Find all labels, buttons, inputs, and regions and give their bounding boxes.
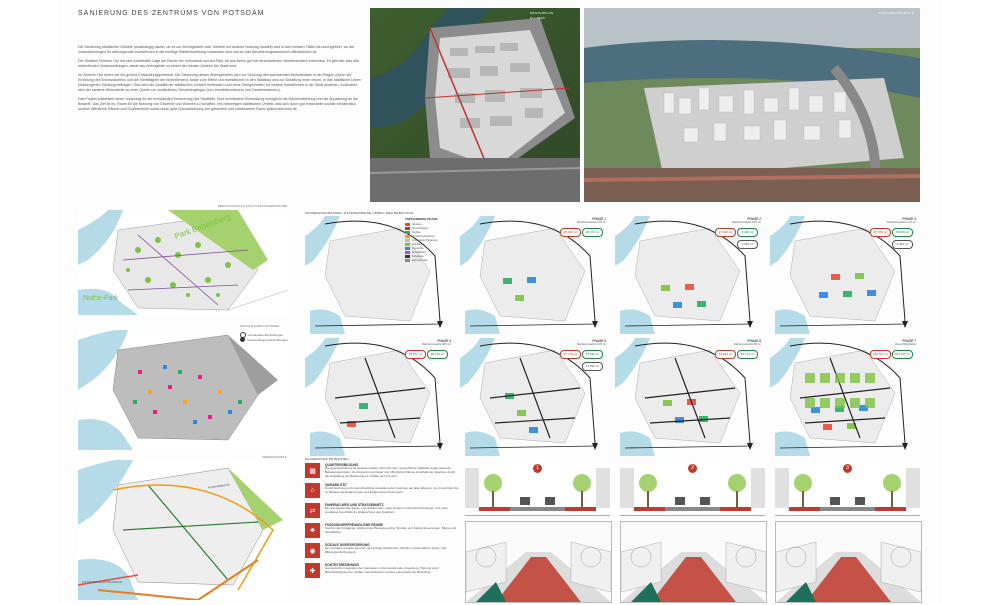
legend-label: Sanieren bbox=[412, 222, 423, 226]
intro-paragraph: Der Stadtteil Zentrum Ost hat eine vorteilhafte Lage am Rande der Innenstadt und am Park. Ist aus Berlin gut mit verschiedenen Verkehrsmitteln erreichbar. Es gibt hier also alle wesentlichen Voraussetzungen, damit das Wohngebiet zu einem der lokalen Zentren der Stadt wird. bbox=[78, 59, 359, 68]
legend-existing bbox=[240, 332, 288, 337]
legend-label: Vorgeschlagene Einrichtungen bbox=[247, 337, 288, 342]
area-box: 17.932 m² bbox=[715, 228, 736, 237]
area-box: 5.400 m² bbox=[737, 228, 758, 237]
area-box: 225.527 m² bbox=[870, 350, 891, 359]
legend-swatch bbox=[405, 223, 410, 226]
circle-filled-icon bbox=[240, 337, 245, 342]
legend-label: Grünfläche bbox=[412, 242, 425, 246]
phase-panel bbox=[770, 338, 920, 456]
principle-description: Die Quartiersbildung ist gewissermaßen durch die dem menschlichen Maßstab angemessenen Bebauungsstruktur, die Abgrenzung privater und öffentlicher Räume innerhalb der Quartiere durch die Gestaltung der Bebauung zur Straße und zum Hof. bbox=[325, 466, 456, 478]
principle-icon: ▦ bbox=[305, 463, 320, 478]
sozial-legend bbox=[240, 332, 288, 342]
legend-label: Abriss/Neubau bbox=[412, 226, 429, 230]
area-box: 36.825 m² bbox=[892, 228, 913, 237]
legend-label: Neubau bbox=[412, 230, 421, 234]
phase-subtitle: Flächenzuwachs 8% m² bbox=[733, 343, 761, 346]
principle-text-block bbox=[325, 543, 460, 560]
bebauung-plan bbox=[78, 210, 288, 315]
phase-label: PHASE 4 bbox=[437, 339, 451, 343]
principle-icon: ⌂ bbox=[305, 483, 320, 498]
principle-title: FUSSGÄNGERFREUNDLICHE RÄUME bbox=[325, 523, 383, 527]
principle-text-block bbox=[325, 503, 460, 520]
principle-title: KONTEXTBEZIEHUNG bbox=[325, 563, 360, 567]
phase-label: PHASE 6 bbox=[747, 339, 761, 343]
principle-title: SOZIALE DIVERSIFIZIERUNG bbox=[325, 543, 370, 547]
phase-panel bbox=[460, 338, 610, 456]
principle-item bbox=[305, 483, 460, 500]
perspective-drawing bbox=[776, 522, 921, 602]
area-box: 25.000 m² bbox=[560, 228, 581, 237]
sozial-caption: SOZIALE EINRICHTUNGEN bbox=[240, 325, 280, 328]
bebauung-caption: BEBAUUNGSPLAN UND FUSSGÄNGERSTRÖME bbox=[218, 205, 288, 208]
principle-icon: ✚ bbox=[305, 563, 320, 578]
phase-legend bbox=[405, 217, 438, 262]
humboldtbrucke-label: Humboldtbrücke bbox=[207, 482, 231, 490]
phase-label: PHASE 5 bbox=[592, 339, 606, 343]
verkehr-plan-drawing bbox=[78, 460, 288, 600]
principle-description: Komfort der Fußgänger während der Bewegung über Straßen und Straßenkreuzungen, Bänke und Grünflächen. bbox=[325, 526, 457, 534]
area-box-extra: 5.482 m² bbox=[892, 240, 913, 249]
section-number: 1 bbox=[533, 464, 542, 473]
area-box: 263.250 m² bbox=[892, 350, 913, 359]
legend-swatch bbox=[405, 255, 410, 258]
phase-label: PHASE 1 bbox=[592, 217, 606, 221]
masterplan-image bbox=[370, 8, 580, 202]
legend-label: Umbau/Aufstockung bbox=[412, 234, 435, 238]
sheet-title: SANIERUNG DES ZENTRUMS VON POTSDAM bbox=[78, 10, 265, 17]
area-box-extra: 13.820 m² bbox=[582, 362, 603, 371]
intro-paragraph: Die Sanierung städtischer Gebiete (unabhängig davon, ob es um Wohngebiete oder Gebiete mit anderer Nutzung handelt) wird in den meisten Fällen da durchgeführt, wo die Voraussetzungen für wirkungsvolle Investitionen in die künftige Stadtentwicklung vorhanden sind und wo das Bevölkerungswachstum offensichtlich ist. bbox=[78, 45, 355, 54]
area-box: 37.553 m² bbox=[870, 228, 891, 237]
principle-title: VARIABILITÄT bbox=[325, 483, 347, 487]
principle-text-block bbox=[325, 523, 460, 540]
street-perspective bbox=[465, 521, 612, 603]
principle-title: FAHRRAD-WEG UND STRASSENNETZ bbox=[325, 503, 384, 507]
verkehr-plan bbox=[78, 460, 288, 600]
park-babelsberg-label: Park Babelsberg bbox=[173, 212, 232, 241]
phase-subtitle: Flächenzuwachs 10% m² bbox=[577, 221, 606, 224]
principle-item bbox=[305, 543, 460, 560]
section-number: 2 bbox=[688, 464, 697, 473]
street-perspective bbox=[775, 521, 922, 603]
intro-text bbox=[78, 45, 363, 116]
phase-panel bbox=[770, 216, 920, 334]
street-section bbox=[620, 463, 765, 516]
area-box-extra: 7.562 m² bbox=[737, 240, 758, 249]
legend-label: Fußgänger bbox=[412, 254, 425, 258]
phase-grid bbox=[305, 216, 920, 456]
principle-icon: ⇄ bbox=[305, 503, 320, 518]
masterplan-caption: MASTERPLAN bbox=[530, 11, 554, 15]
principle-text-block bbox=[325, 463, 460, 480]
legend-label: Vorhandene Bebauung bbox=[412, 238, 438, 242]
phase-subtitle: Flächenzuwachs 12% m² bbox=[887, 221, 916, 224]
legend-swatch bbox=[405, 239, 410, 242]
verkehr-caption: VERKEHRSNETZ bbox=[262, 456, 287, 459]
legend-swatch bbox=[405, 231, 410, 234]
nuthe-park-label: Nuthe-Park bbox=[83, 295, 119, 302]
phase-panel bbox=[615, 338, 765, 456]
principle-title: QUARTIERSBILDUNG bbox=[325, 463, 359, 467]
phase-label: PHASE 2 bbox=[747, 217, 761, 221]
legend-proposed bbox=[240, 337, 288, 342]
principle-text-block bbox=[325, 483, 460, 500]
potsdam-hbf-label: POTSDAM HAUPTBAHNHOF bbox=[82, 580, 123, 584]
phase-panel bbox=[305, 216, 455, 334]
legend-swatch bbox=[405, 247, 410, 250]
street-perspective bbox=[620, 521, 767, 603]
principle-description: Ein durchgehendes Wege- und Straßennetz, unter anderem Fahrradverbindungen und mehr ansässige Geschäfte im Erdgeschoss des Quartiers. bbox=[325, 506, 448, 514]
principles-list bbox=[305, 463, 460, 603]
phase-subtitle: Neue Wohnfläche bbox=[895, 343, 916, 346]
legend-label: vorhandene Einrichtungen bbox=[248, 332, 284, 337]
principle-icon: ♣ bbox=[305, 523, 320, 538]
phase-legend-item bbox=[405, 258, 438, 262]
phase-subtitle: Flächenzuwachs 18% m² bbox=[422, 343, 451, 346]
perspective-drawing bbox=[621, 522, 766, 602]
intro-paragraph: Das Projekt präsentiert einen Vorschlag für die evolutionäre Erneuerung des Stadtteils. Eine schrittweise Entwicklung ermöglicht die Nachverdichtung und die Anpassung an die Bedarfe. Das Ziel ist es, Raum für die Nutzung von Gewerbe und Wohnen zu schaffen, mit vollwertigen städtischen Umfeld, das sich durch gut entwickelte soziale Infrastruktur, schöne öffentliche Räume und Grünbereiche sowie durch gute Durchmischung von gebautem und unbebautem Raum gekennzeichnet ist. bbox=[78, 97, 358, 111]
principle-description: Ein zentrales soziales Zentrum und soziale Infrastruktur (Schulen, Kindergärten, Sport- und Bildungseinrichtungen). bbox=[325, 546, 447, 554]
birds-eye-view bbox=[584, 8, 920, 202]
phase-panel bbox=[615, 216, 765, 334]
phase-legend-item bbox=[405, 238, 438, 242]
principle-description: Harmonische Integration der Neubauten in die bestehende Umgebung, Planung unter Berücksichtigung der Vielfalt, Gewohnheiten und des Lebensstils der Bewohner. bbox=[325, 566, 439, 574]
street-section bbox=[465, 463, 610, 516]
principle-item bbox=[305, 503, 460, 520]
masterplan-aerial bbox=[370, 8, 580, 202]
area-box: 43.595 m² bbox=[582, 350, 603, 359]
legend-label: Gemeinde bbox=[412, 246, 424, 250]
area-box: 38.272 m² bbox=[582, 228, 603, 237]
phase-subtitle: Flächenzuwachs 15% m² bbox=[732, 221, 761, 224]
principle-item bbox=[305, 563, 460, 580]
street-section bbox=[775, 463, 920, 516]
area-box: 40.713 m² bbox=[737, 350, 758, 359]
phase-subtitle: Flächenzuwachs 10% m² bbox=[577, 343, 606, 346]
phase-panel bbox=[460, 216, 610, 334]
sozial-plan-drawing bbox=[78, 330, 288, 450]
birds-eye-image bbox=[584, 8, 920, 202]
area-box: 42.645 m² bbox=[715, 350, 736, 359]
phase-label: PHASE 7 bbox=[902, 339, 916, 343]
legend-label: Schulflächen bbox=[412, 250, 427, 254]
perspective-drawing bbox=[466, 522, 611, 602]
prinzipien-caption: SANIERUNGS PRINZIPIEN bbox=[305, 457, 349, 461]
principle-text-block bbox=[325, 563, 460, 580]
masterplan-scale: M 1:5000 bbox=[530, 16, 545, 20]
legend-swatch bbox=[405, 227, 410, 230]
legend-swatch bbox=[405, 259, 410, 262]
section-number: 3 bbox=[843, 464, 852, 473]
phase-legend-title: VORHANDENE PHASE bbox=[405, 217, 438, 221]
area-box: 23.672 m² bbox=[405, 350, 426, 359]
legend-swatch bbox=[405, 243, 410, 246]
phase-legend-item bbox=[405, 234, 438, 238]
area-box: 48.716 m² bbox=[427, 350, 448, 359]
phasen-caption: SANIERUNGSPHASEN. ETAPPENWEISE UMBAU DER BEBAUUNG bbox=[305, 211, 414, 215]
legend-label: Fahrradrouten bbox=[412, 258, 428, 262]
birds-eye-caption: VOGELPERSPEKTIVE bbox=[878, 11, 914, 15]
legend-swatch bbox=[405, 235, 410, 238]
principle-icon: ◉ bbox=[305, 543, 320, 558]
principle-description: Durchmischung und unterschiedliche Gestaltung der Quartiere auf allen Ebenen: von Innenhöfen bis zu Bebauungs-Ergänzungen und Erdgeschoss-Nutzungen. bbox=[325, 486, 459, 494]
phase-panel bbox=[305, 338, 455, 456]
intro-paragraph: Im Zentrum Ost sehen wir ein großes Entwicklungspotential. Die Sanierung dieses Wohngebietes wird zur Deckung des wachsenden Wohnbedarfs in der Region (durch die Erhöhung des Wohnvolumens und die Vielfältigkeit der Wohnformen), sowie zum Effekt von Investitionen in den Stadtbau und zur Schaffung einer neuen, in das städtische Leben einbezogenen Siedlung beitragen. Dies wird die Qualität der städtischen Umwelt verbessern und neue Gelegenheiten für weitere Investitionen in die Stadt anziehen. Außerdem wird der sanierte Wohnviertel zu einer Quelle von zusätzlichen Steuereingängen (von Immobiliensteuern und Gewerbesteuern). bbox=[78, 73, 361, 92]
sozial-plan bbox=[78, 330, 288, 450]
legend-swatch bbox=[405, 251, 410, 254]
principle-item bbox=[305, 463, 460, 480]
phase-label: PHASE 3 bbox=[902, 217, 916, 221]
street-sections bbox=[465, 463, 920, 603]
area-box: 47.772 m² bbox=[560, 350, 581, 359]
principle-item bbox=[305, 523, 460, 540]
